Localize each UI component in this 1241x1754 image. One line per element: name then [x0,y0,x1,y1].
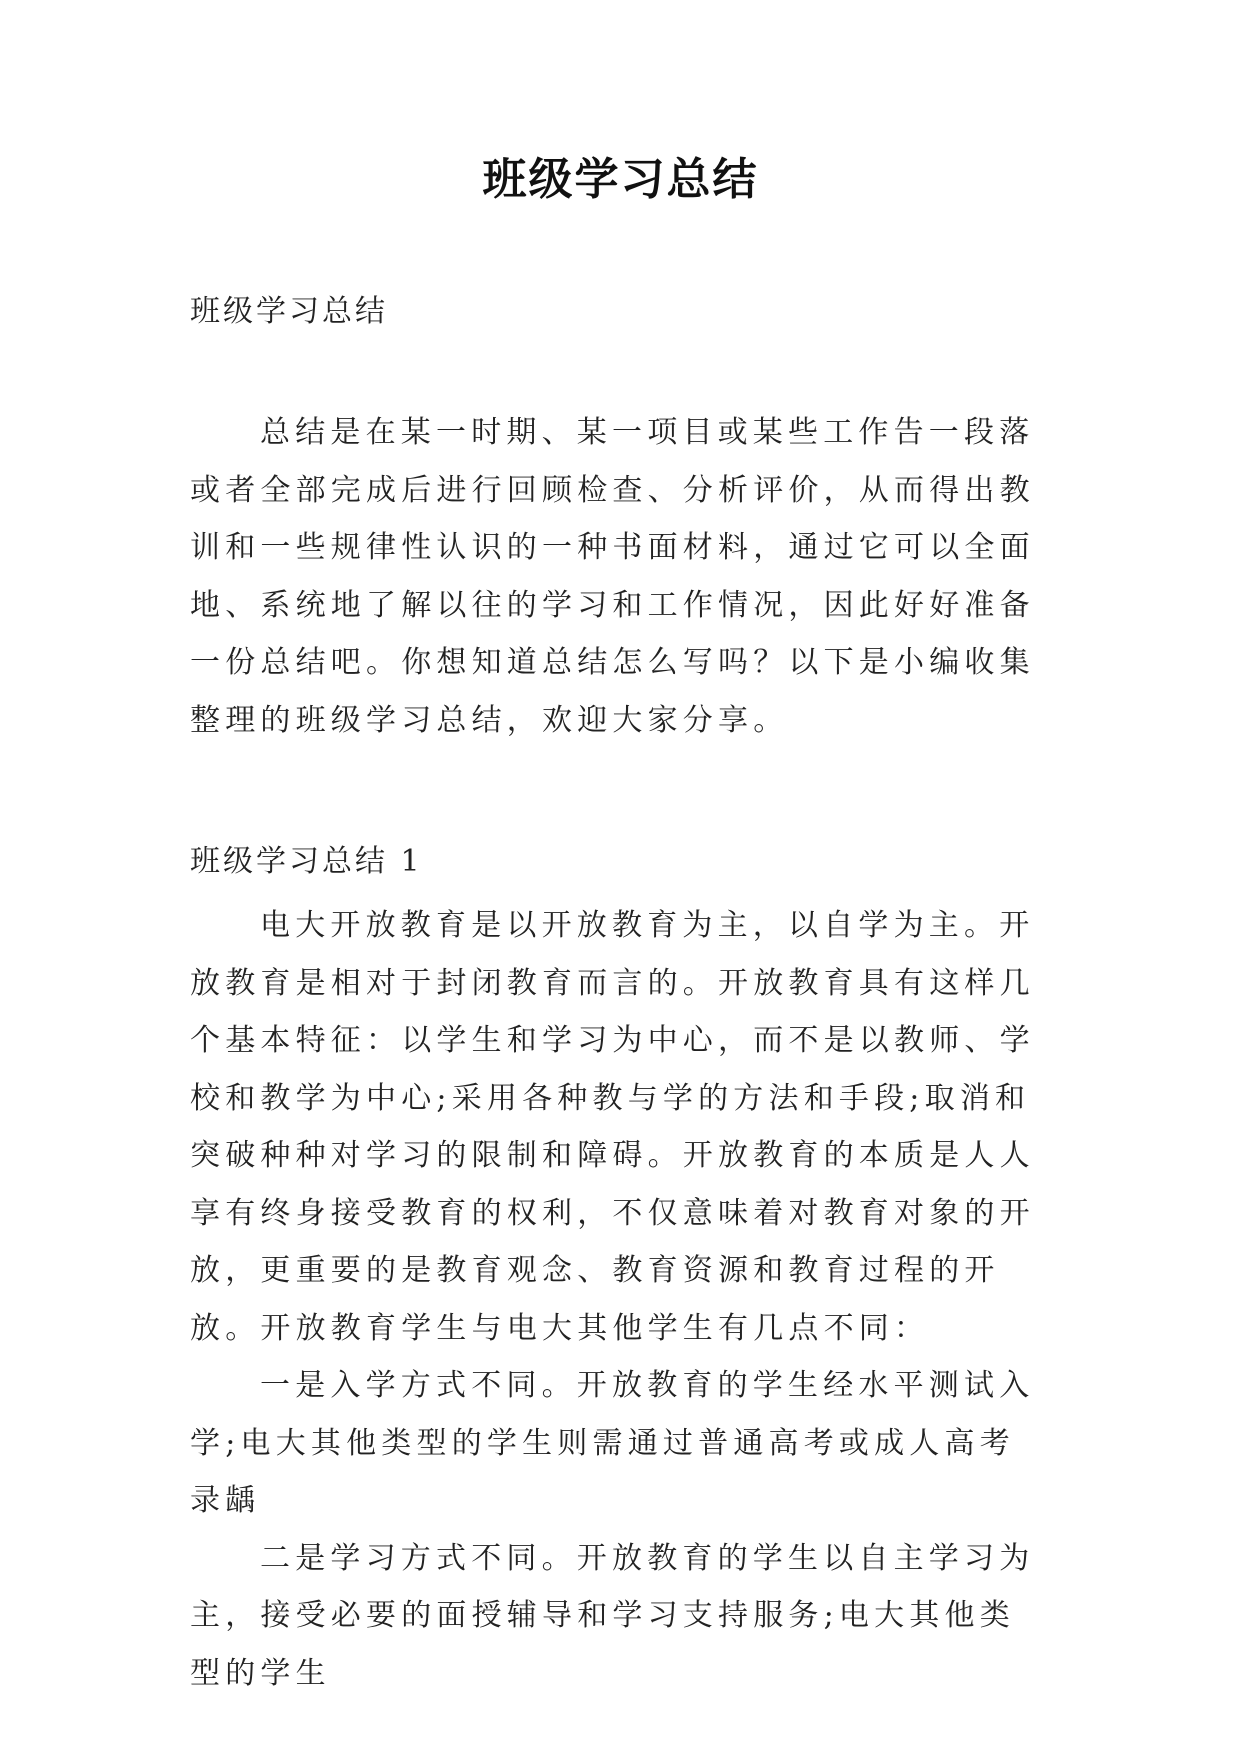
section-paragraph: 一是入学方式不同。开放教育的学生经水平测试入学;电大其他类型的学生则需通过普通高考或成人高考录龋 [190,1368,1035,1518]
section-paragraph: 电大开放教育是以开放教育为主，以自学为主。开放教育是相对于封闭教育而言的。开放教育具有这样几个基本特征：以学生和学习为中心，而不是以教师、学校和教学为中心;采用各种教与学的方法和手段;取消和突破种种对学习的限制和障碍。开放教育的本质是人人享有终身接受教育的权利，不仅意味着对教育对象的开放，更重要的是教育观念、教育资源和教育过程的开放。开放教育学生与电大其他学生有几点不同： [190,908,1035,1346]
intro-paragraph: 总结是在某一时期、某一项目或某些工作告一段落或者全部完成后进行回顾检查、分析评价，从而得出教训和一些规律性认识的一种书面材料，通过它可以全面地、系统地了解以往的学习和工作情况，因此好好准备一份总结吧。你想知道总结怎么写吗？以下是小编收集整理的班级学习总结，欢迎大家分享。 [190,415,1035,738]
intro-section [190,404,1050,749]
section-paragraph: 二是学习方式不同。开放教育的学生以自主学习为主，接受必要的面授辅导和学习支持服务;电大其他类型的学生 [190,1540,1035,1691]
section-heading: 班级学习总结 1 [190,844,423,879]
document-title: 班级学习总结 [482,154,759,205]
section-1-body [190,897,1050,1702]
document-subtitle: 班级学习总结 [190,294,388,329]
